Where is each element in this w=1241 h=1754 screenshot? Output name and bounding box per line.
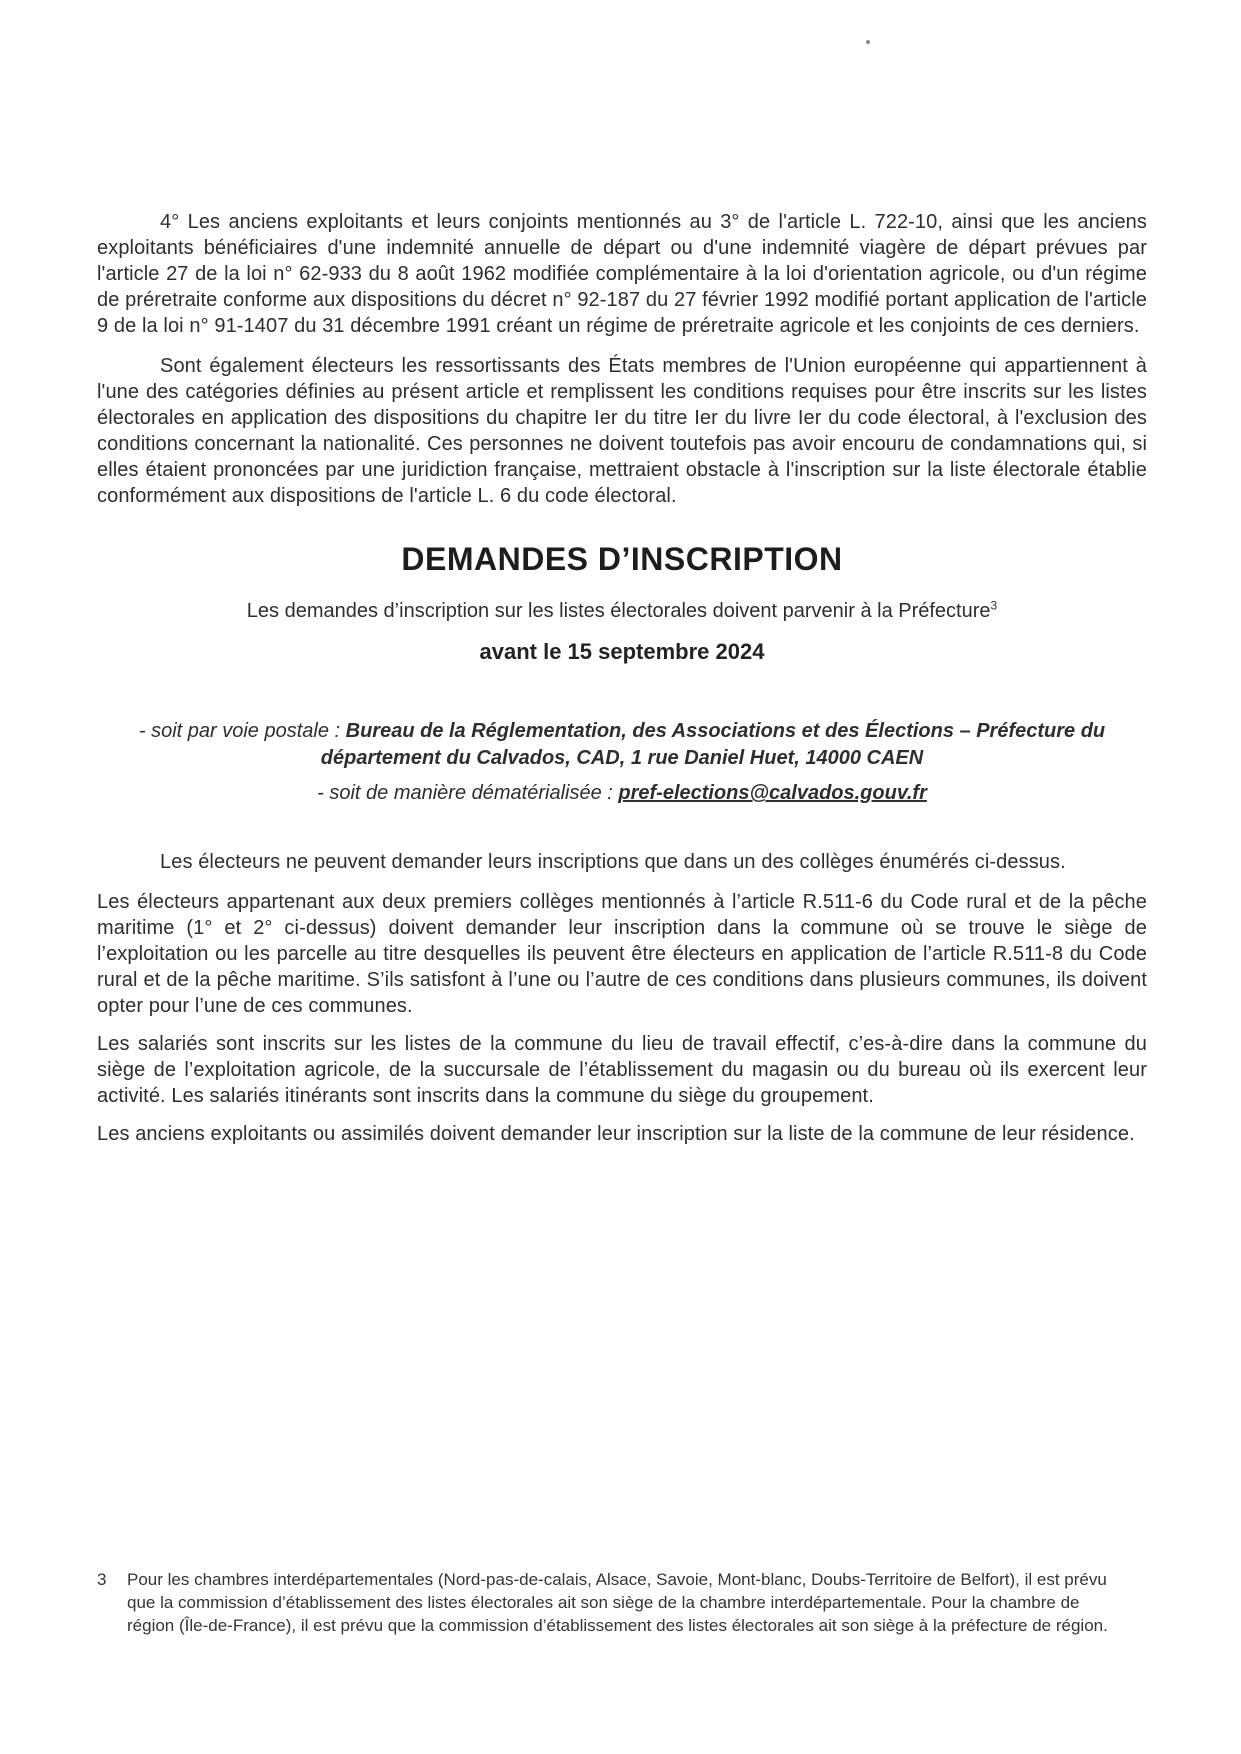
email-option-line [97, 780, 1147, 807]
footnote [97, 1568, 1129, 1637]
paragraph-colleges: Les électeurs ne peuvent demander leurs inscriptions que dans un des collèges énumérés ci-dessus. [160, 851, 1066, 874]
postal-option-line [97, 718, 1147, 772]
deadline-date: avant le 15 septembre 2024 [479, 639, 765, 665]
footnote-reference: 3 [990, 598, 998, 613]
paragraph-employees: Les salariés sont inscrits sur les listes de la commune du lieu de travail effectif, c’es-à-dire dans la commune du siège de l’exploitation agricole, de la succursale de l’établissement du magasin ou du bureau où ils exercent leur activité. Les salariés itinérants sont inscrits dans la commune du siège du groupement. [97, 1033, 1147, 1108]
postal-address: Bureau de la Réglementation, des Associations et des Élections – Préfecture du département du Calvados, CAD, 1 rue Daniel Huet, 14000 CAEN [320, 720, 1106, 770]
postal-option-label: - soit par voie postale : [138, 720, 346, 743]
subtitle-line [97, 598, 1147, 624]
email-link[interactable]: pref-elections@calvados.gouv.fr [618, 782, 927, 805]
paragraph-eu-nationals: Sont également électeurs les ressortissants des États membres de l'Union européenne qui appartiennent à l'une des catégories définies au présent article et remplissent les conditions requises pour être inscrits sur les listes électorales en application des dispositions du chapitre Ier du titre Ier du livre Ier du code électoral, à l'exclusion des conditions concernant la nationalité. Ces personnes ne doivent toutefois pas avoir encouru de condamnations qui, si elles étaient prononcées par une juridiction française, mettraient obstacle à l'inscription sur la liste électorale établie conformément aux dispositions de l'article L. 6 du code électoral. [97, 355, 1147, 507]
subtitle-text: Les demandes d’inscription sur les listes électorales doivent parvenir à la Préfecture [246, 600, 991, 623]
section-title: DEMANDES D’INSCRIPTION [401, 541, 843, 577]
paragraph-former-farmers: 4° Les anciens exploitants et leurs conjoints mentionnés au 3° de l'article L. 722-10, ainsi que les anciens exploitants bénéficiaires d'une indemnité annuelle de départ ou d'une indemnité viagère de départ prévues par l'article 27 de la loi n° 62-933 du 8 août 1962 modifiée complémentaire à la loi d'orientation agricole, ou d'un régime de préretraite conforme aux dispositions du décret n° 92-187 du 27 février 1992 modifié portant application de l'article 9 de la loi n° 91-1407 du 31 décembre 1991 créant un régime de préretraite agricole et les conjoints de ces derniers. [97, 211, 1147, 337]
email-option-label: - soit de manière dématérialisée : [317, 782, 619, 805]
footnote-text: Pour les chambres interdépartementales (Nord-pas-de-calais, Alsace, Savoie, Mont-blanc, Doubs-Territoire de Belfort), il est prévu que la commission d’établissement des listes électorales ait son siège de la chambre interdépartementale. Pour la chambre de région (Île-de-France), il est prévu que la commission d’établissement des listes électorales ait son siège à la préfecture de région. [127, 1570, 1108, 1635]
footnote-number: 3 [97, 1570, 107, 1589]
paragraph-former-residence: Les anciens exploitants ou assimilés doivent demander leur inscription sur la liste de la commune de leur résidence. [97, 1123, 1135, 1146]
scan-artifact-dot [866, 40, 870, 44]
paragraph-first-two-colleges: Les électeurs appartenant aux deux premiers collèges mentionnés à l’article R.511-6 du Code rural et de la pêche maritime (1° et 2° ci-dessus) doivent demander leur inscription dans la commune où se trouve le siège de l’exploitation ou les parcelle au titre desquelles ils peuvent être électeurs en application de l’article R.511-8 du Code rural et de la pêche maritime. S’ils satisfont à l’une ou l’autre de ces conditions dans plusieurs communes, ils doivent opter pour l’une de ces communes. [97, 891, 1147, 1018]
